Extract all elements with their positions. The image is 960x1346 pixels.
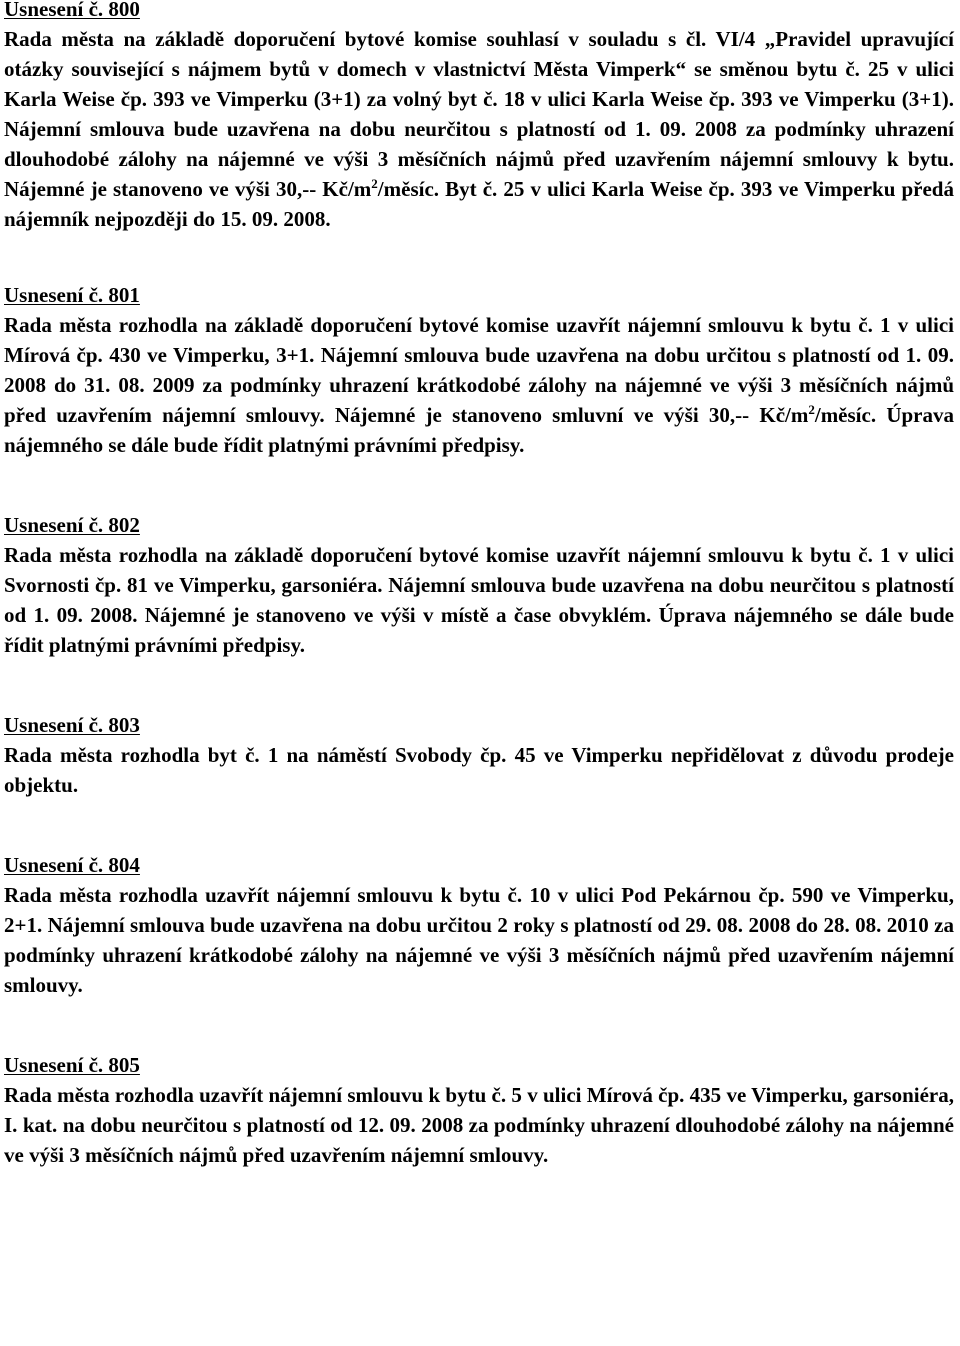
resolution-title: Usnesení č. 801 <box>4 283 140 307</box>
resolution-804 <box>4 850 954 1000</box>
resolution-title: Usnesení č. 805 <box>4 1053 140 1077</box>
resolution-805 <box>4 1050 954 1170</box>
resolution-text-part: Rada města na základě doporučení bytové komise souhlasí v souladu s čl. VI/4 „Pravidel upravující otázky související s nájmem bytů v domech v vlastnictví Města Vimperk“ se směnou bytu č. 25 v ulici Karla Weise čp. 393 ve Vimperku (3+1) za volný byt č. 18 v ulici Karla Weise čp. 393 ve Vimperku (3+1). Nájemní smlouva bude uzavřena na dobu neurčitou s platností od 1. 09. 2008 za podmínky uhrazení dlouhodobé zálohy na nájemné ve výši 3 měsíčních nájmů před uzavřením nájemní smlouvy k bytu. Nájemné je stanoveno ve výši 30,-- Kč/m <box>4 27 954 201</box>
resolution-text: Rada města rozhodla byt č. 1 na náměstí Svobody čp. 45 ve Vimperku nepřidělovat z důvodu prodeje objektu. <box>4 743 954 797</box>
resolution-text-part: /měsíc. Úprava nájemného se dále bude řídit platnými právními předpisy. <box>4 403 954 457</box>
resolution-text-part: /měsíc. Byt č. 25 v ulici Karla Weise čp. 393 ve Vimperku předá nájemník nejpozději do 15. 09. 2008. <box>4 177 954 231</box>
resolution-text: Rada města rozhodla uzavřít nájemní smlouvu k bytu č. 10 v ulici Pod Pekárnou čp. 590 ve Vimperku, 2+1. Nájemní smlouva bude uzavřena na dobu určitou 2 roky s platností od 29. 08. 2008 do 28. 08. 2010 za podmínky uhrazení krátkodobé zálohy na nájemné ve výši 3 měsíčních nájmů před uzavřením nájemní smlouvy. <box>4 883 954 997</box>
resolution-text: Rada města rozhodla uzavřít nájemní smlouvu k bytu č. 5 v ulici Mírová čp. 435 ve Vimperku, garsoniéra, I. kat. na dobu neurčitou s platností od 12. 09. 2008 za podmínky uhrazení dlouhodobé zálohy na nájemné ve výši 3 měsíčních nájmů před uzavřením nájemní smlouvy. <box>4 1083 954 1167</box>
document-page <box>4 0 954 1170</box>
resolution-800 <box>4 0 954 234</box>
superscript-exponent: 2 <box>371 176 378 191</box>
resolution-text-part: Rada města rozhodla na základě doporučení bytové komise uzavřít nájemní smlouvu k bytu č. 1 v ulici Mírová čp. 430 ve Vimperku, 3+1. Nájemní smlouva bude uzavřena na dobu určitou s platností od 1. 09. 2008 do 31. 08. 2009 za podmínky uhrazení krátkodobé zálohy na nájemné ve výši 3 měsíčních nájmů před uzavřením nájemní smlouvy. Nájemné je stanoveno smluvní ve výši 30,-- Kč/m <box>4 313 954 427</box>
resolution-801 <box>4 280 954 460</box>
resolution-title: Usnesení č. 802 <box>4 513 140 537</box>
resolution-text <box>4 24 954 234</box>
resolution-title: Usnesení č. 800 <box>4 0 140 21</box>
resolution-803 <box>4 710 954 800</box>
resolution-text <box>4 310 954 460</box>
resolution-802 <box>4 510 954 660</box>
superscript-exponent: 2 <box>808 402 815 417</box>
resolution-text: Rada města rozhodla na základě doporučení bytové komise uzavřít nájemní smlouvu k bytu č. 1 v ulici Svornosti čp. 81 ve Vimperku, garsoniéra. Nájemní smlouva bude uzavřena na dobu neurčitou s platností od 1. 09. 2008. Nájemné je stanoveno ve výši v místě a čase obvyklém. Úprava nájemného se dále bude řídit platnými právními předpisy. <box>4 543 954 657</box>
resolution-title: Usnesení č. 803 <box>4 713 140 737</box>
resolution-title: Usnesení č. 804 <box>4 853 140 877</box>
